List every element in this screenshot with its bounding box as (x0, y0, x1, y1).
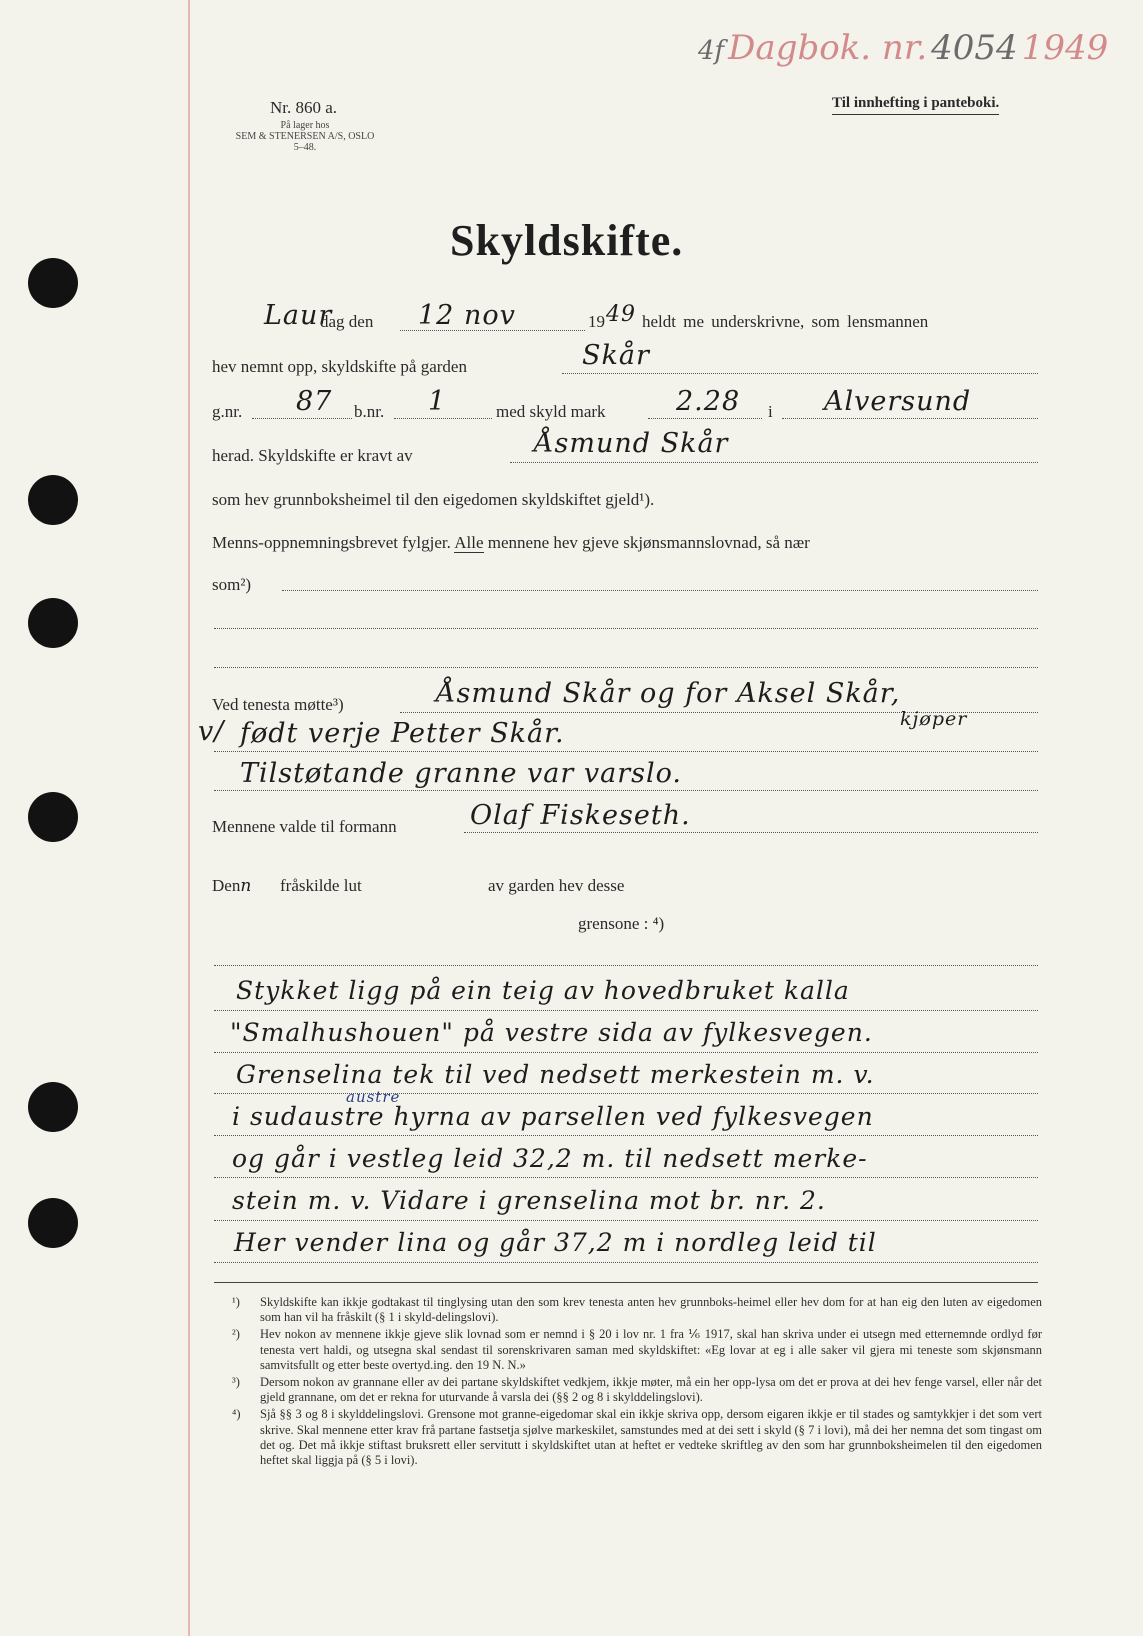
binder-hole (28, 792, 78, 842)
appointment-text-c: mennene hev gjeve skjønsmannslovnad, så nær (487, 533, 810, 552)
stamp-label: Dagbok. nr. (728, 28, 928, 68)
desc-insert-austre: austre (346, 1088, 401, 1106)
i-label: i (768, 402, 773, 421)
bnr-field-line (394, 418, 492, 419)
desc-line-6: stein m. v. Vidare i grenselina mot br. nr. 2. (232, 1186, 826, 1215)
herad-field-line (782, 418, 1038, 419)
met-field-line (214, 751, 1038, 752)
gnr-value: 87 (296, 386, 333, 417)
date-value: 12 nov (418, 300, 516, 331)
lot-label-c: av garden hev desse (488, 876, 625, 895)
footnote-1: ¹) Skyldskifte kan ikkje godtakast til tinglysing utan den som krev tenesta anten hev grunnboks-heimel eller hev dom for at han eig den luten av eigedomen som han vil ha fråskilt (§ 1 i skyld-delingslovi). (232, 1295, 1042, 1325)
met-margin-mark: v/ (198, 716, 225, 747)
requested-by-value: Åsmund Skår (534, 428, 729, 459)
desc-line-7: Her vender lina og går 37,2 m i nordleg leid til (234, 1228, 877, 1257)
footnote-2: ²) Hev nokon av mennene ikkje gjeve slik lovnad som er nemnd i § 20 i lov nr. 1 fra ⅙ 1917, skal han skriva under ei utsegn med etternemnde ordlyd før tenesta vert haldi, og utsegna skal sendast til sorenskrivaren saman med skyldskiftet: «Eg lovar at eg i alle saker vil gjera mi teneste som skjønsmann samvitsfullt og etter beste overtyd.ing. den 19 N. N.» (232, 1327, 1042, 1372)
requested-field-line (510, 462, 1038, 463)
desc-rule (214, 1135, 1038, 1136)
desc-line-1: Stykket ligg på ein teig av hovedbruket kalla (236, 976, 850, 1005)
farm-label: hev nemnt opp, skyldskifte på garden (212, 357, 467, 376)
appointment-text-a: Menns-oppnemningsbrevet fylgjer. (212, 533, 451, 552)
met-line-1: Åsmund Skår og for Aksel Skår, (436, 678, 901, 709)
bnr-value: 1 (428, 386, 447, 417)
binder-hole (28, 1198, 78, 1248)
dag-den-label: dag den (320, 312, 374, 331)
skyld-field-line (648, 418, 762, 419)
farm-field-line (562, 373, 1038, 374)
stamp-number: 4054 (931, 28, 1018, 68)
met-line-2: født verje Petter Skår. (240, 718, 565, 749)
footnote-3: ³) Dersom nokon av grannane eller av dei partane skyldskiftet vedkjem, ikkje møter, må ein her opp-lysa om det er prova at dei hev fenge varsel, eller når det gjeld grannane, om det er rekna for uturvande å varsla dei (§§ 2 og 8 i skylddelingslovi). (232, 1375, 1042, 1405)
desc-line-5: og går i vestleg leid 32,2 m. til nedsett merke- (232, 1144, 868, 1173)
stamp-year: 1949 (1021, 28, 1109, 68)
year-suffix: 49 (606, 302, 636, 327)
diary-stamp (698, 28, 1108, 68)
herad-value: Alversund (824, 386, 972, 417)
requested-label: herad. Skyldskifte er kravt av (212, 446, 413, 465)
farm-value: Skår (582, 340, 650, 371)
page-title: Skyldskifte. (450, 216, 684, 265)
appointment-text (212, 533, 810, 553)
lot-label-a (212, 876, 252, 896)
margin-rule (188, 0, 190, 1636)
desc-line-3: Grenselina tek til ved nedsett merkestein m. v. (236, 1060, 875, 1089)
weekday-hand: Laur (264, 300, 333, 331)
lot-label-den: Den (212, 876, 241, 895)
binder-hole (28, 598, 78, 648)
met-field-line (214, 790, 1038, 791)
publisher-block (220, 120, 390, 153)
publisher-line1: På lager hos (280, 120, 330, 131)
blank-field-line (214, 667, 1038, 668)
binder-hole (28, 475, 78, 525)
binder-hole (28, 1082, 78, 1132)
binding-note: Til innhefting i panteboki. (832, 95, 999, 115)
form-number: Nr. 860 a. (270, 98, 338, 117)
chairman-label: Mennene valde til formann (212, 817, 397, 836)
met-insert: kjøper (900, 708, 968, 730)
appointment-text-all: Alle (454, 533, 484, 552)
desc-rule (214, 1010, 1038, 1011)
desc-rule (214, 1177, 1038, 1178)
publisher-line3: 5–48. (293, 142, 317, 153)
binder-hole (28, 258, 78, 308)
desc-line-4: i sudaustre hyrna av parsellen ved fylkesvegen (232, 1102, 874, 1131)
title-holder-text: som hev grunnboksheimel til den eigedomen skyldskiftet gjeld¹). (212, 490, 655, 509)
border-field-line (214, 965, 1038, 966)
desc-line-2: "Smalhushouen" på vestre sida av fylkesvegen. (230, 1018, 873, 1047)
desc-rule (214, 1262, 1038, 1263)
publisher-line2: SEM & STENERSEN A/S, OSLO (235, 131, 375, 142)
lot-label-n-hand: n (240, 876, 253, 896)
som-field-line (282, 590, 1038, 591)
held-text: heldt me underskrivne, som lensmannen (642, 312, 929, 331)
gnr-field-line (252, 418, 352, 419)
desc-rule (214, 1093, 1038, 1094)
chairman-value: Olaf Fiskeseth. (470, 800, 691, 831)
border-label: grensone : ⁴) (578, 914, 665, 933)
stamp-prefix: 4f (698, 36, 725, 66)
met-line-3: Tilstøtande granne var varslo. (240, 758, 683, 789)
desc-rule (214, 1052, 1038, 1053)
som-label: som²) (212, 575, 252, 594)
footnotes (232, 1295, 1042, 1470)
lot-label-b: fråskilde lut (280, 876, 362, 895)
blank-field-line (214, 628, 1038, 629)
footnote-separator (214, 1282, 1038, 1283)
met-label: Ved tenesta møtte³) (212, 695, 344, 714)
desc-rule (214, 1220, 1038, 1221)
footnote-4: ⁴) Sjå §§ 3 og 8 i skylddelingslovi. Grensone mot granne-eigedomar skal ein ikkje skriva opp, dersom eigaren ikkje er til stades og samtykkjer i det som vert skrive. Skal mennene etter krav frå partane fastsetja sjølve markeskilet, samstundes med at dei sett i skyld (§ 7 i lovi), må dei her nemna det som tingast om det og. Det må ikkje stiftast bruksrett eller servitutt i skyldskiftet utan at heftet er vedteke skriftleg av den som har grunnboksheimelen til den eigedomen heftet skal liggja på (§ 5 i lovi). (232, 1407, 1042, 1468)
year-prefix: 19 (588, 312, 605, 331)
skyld-label: med skyld mark (496, 402, 606, 421)
bnr-label: b.nr. (354, 402, 385, 421)
chairman-field-line (464, 832, 1038, 833)
gnr-label: g.nr. (212, 402, 243, 421)
skyld-value: 2.28 (676, 386, 741, 417)
